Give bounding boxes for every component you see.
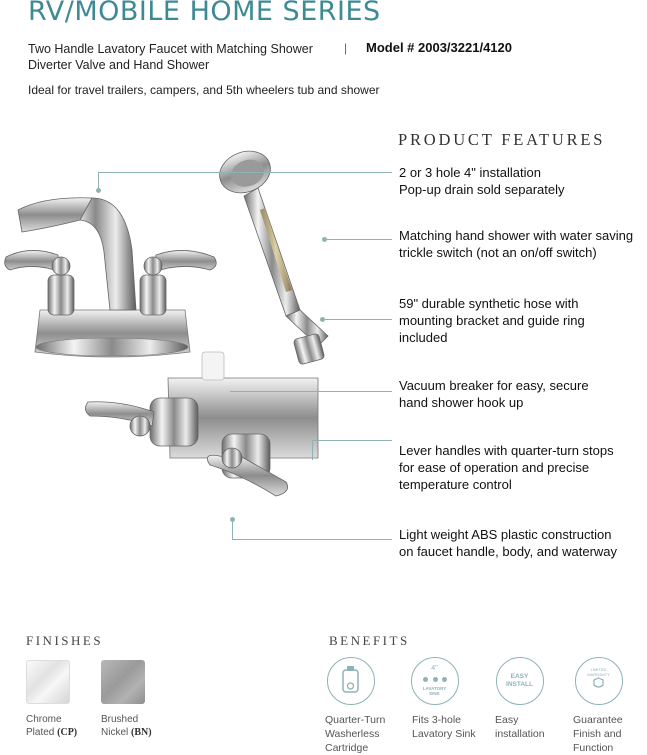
lavatory-faucet-graphic [5,198,217,357]
brushed-nickel-swatch [101,660,145,704]
leader-line-2 [326,239,392,240]
leader-line-3 [324,319,392,320]
page-title: RV/MOBILE HOME SERIES [28,0,381,27]
lavatory-sink-icon: 4" LAVATORY SINK [411,657,459,705]
feature-4-line-1: Vacuum breaker for easy, secure [399,378,589,393]
header-separator: | [344,41,348,55]
product-subtitle [28,41,348,73]
subtitle-line-1: Two Handle Lavatory Faucet with Matching Shower [28,42,313,56]
easy-install-icon: EASY INSTALL [496,657,544,705]
feature-1-line-1: 2 or 3 hole 4" installation [399,165,541,180]
leader-line-5a [312,440,313,460]
brushed-nickel-code: (BN) [131,727,152,738]
feature-6 [399,526,617,560]
leader-line-1a [98,172,99,189]
benefits-heading: BENEFITS [329,633,410,648]
feature-3-line-1: 59" durable synthetic hose with [399,296,579,311]
leader-line-6a [232,520,233,540]
feature-3 [399,295,585,346]
faucet-illustration [0,140,400,500]
feature-6-line-2: on faucet handle, body, and waterway [399,544,618,559]
feature-5-line-2: for ease of operation and precise [399,460,590,475]
feature-5 [399,442,614,493]
hand-shower-graphic [214,144,328,365]
feature-4-line-2: hand shower hook up [399,395,524,410]
feature-3-line-2: mounting bracket and guide ring [399,313,585,328]
benefit-3-label: Easy installation [495,714,545,740]
washerless-cartridge-icon [327,657,375,705]
product-features-heading: PRODUCT FEATURES [398,130,606,149]
feature-1 [399,164,565,198]
finishes-heading: FINISHES [26,633,104,648]
leader-line-1b [98,172,392,173]
subtitle-line-2: Diverter Valve and Hand Shower [28,58,210,72]
feature-3-line-3: included [399,330,448,345]
product-tagline: Ideal for travel trailers, campers, and 5th wheelers tub and shower [28,83,380,97]
benefit-1-label: Quarter-Turn Washerless Cartridge [325,714,386,754]
benefit-4-label: Guarantee Finish and Function [573,714,623,754]
warranty-icon: LIMITED WARRANTY [575,657,623,705]
feature-5-line-1: Lever handles with quarter-turn stops [399,443,614,458]
product-images [0,140,400,500]
brushed-nickel-finish-label: Brushed Nickel (BN) [101,714,152,738]
leader-line-4 [230,391,392,392]
chrome-finish-label: Chrome Plated (CP) [26,714,78,738]
feature-2 [399,227,633,261]
feature-5-line-3: temperature control [399,477,512,492]
feature-4 [399,377,589,411]
chrome-swatch [26,660,70,704]
feature-6-line-1: Light weight ABS plastic construction [399,527,612,542]
leader-line-5b [312,440,392,441]
feature-1-line-2: Pop-up drain sold separately [399,182,565,197]
benefit-2-label: Fits 3-hole Lavatory Sink [412,714,476,740]
shower-valve-graphic [85,352,318,496]
chrome-code: (CP) [57,727,78,738]
feature-2-line-2: trickle switch (not an on/off switch) [399,245,597,260]
leader-line-6b [232,539,392,540]
model-number: Model # 2003/3221/4120 [366,40,512,55]
feature-2-line-1: Matching hand shower with water saving [399,228,634,243]
